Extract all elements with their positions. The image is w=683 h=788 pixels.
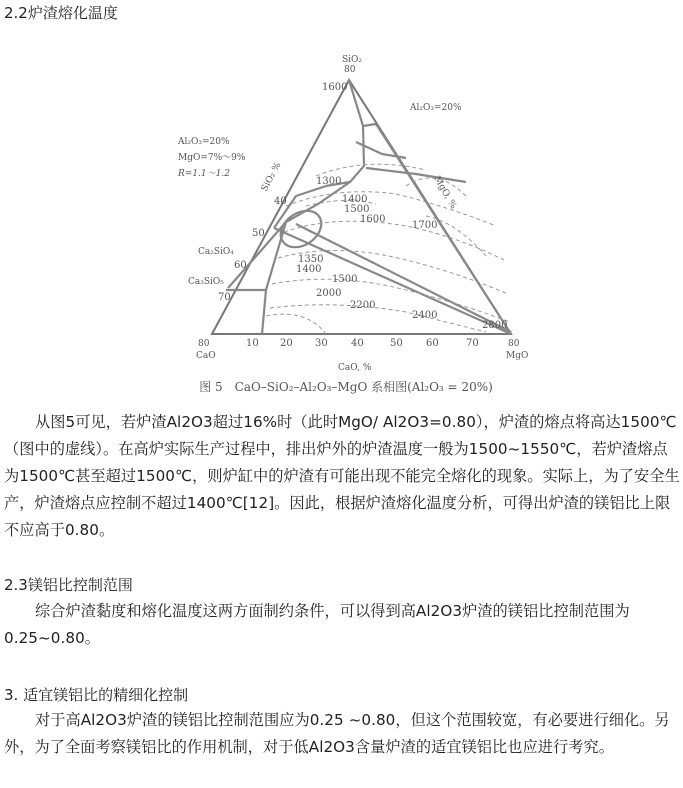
bottom-tick-20: 20 xyxy=(280,338,293,349)
section-2-3-heading: 2.3镁铝比控制范围 xyxy=(4,576,133,594)
bottom-ticks xyxy=(246,338,479,349)
isotherm-curves xyxy=(266,164,510,334)
bottom-tick-10: 10 xyxy=(246,338,259,349)
isotherm-1500: 1500 xyxy=(344,204,370,215)
section-3-heading: 3. 适宜镁铝比的精细化控制 xyxy=(4,686,189,704)
bottom-tick-60: 60 xyxy=(426,338,439,349)
isotherm-1400b: 1400 xyxy=(296,264,322,275)
isotherm-1300: 1300 xyxy=(316,176,342,187)
left-tick-60: 60 xyxy=(234,260,247,271)
bottom-tick-30: 30 xyxy=(315,338,328,349)
apex-right-value: 80 xyxy=(508,339,520,349)
melting-region-outline xyxy=(274,203,328,254)
isotherm-2800: 2800 xyxy=(482,320,508,331)
isotherm-1600-top: 1600 xyxy=(322,82,348,93)
left-tick-70: 70 xyxy=(218,292,231,303)
isotherm-2000: 2000 xyxy=(316,288,342,299)
left-tick-50: 50 xyxy=(252,228,265,239)
apex-right-label: MgO xyxy=(506,351,529,361)
bottom-tick-40: 40 xyxy=(351,338,364,349)
section-2-2-paragraph: 从图5可见，若炉渣Al2O3超过16%时（此时MgO/ Al2O3=0.80），炉渣的熔点将高达1500℃（图中的虚线）。在高炉实际生产过程中，排出炉外的炉渣温度一般为1500~1550℃，若炉渣熔点为1500℃甚至超过1500℃，则炉缸中的炉渣有可能出现不能完全熔化的现象。实际上，为了安全生产，炉渣熔点应控制不超过1400℃[12]。因此，根据炉渣熔化温度分析，可得出炉渣的镁铝比上限不应高于0.80。 xyxy=(4,413,680,539)
phase-ca3sio5: Ca₃SiO₅ xyxy=(188,277,224,287)
apex-left-value: 80 xyxy=(198,339,210,349)
figure-caption: 图 5 CaO–SiO₂–Al₂O₃–MgO 系相图(Al₂O₃ = 20%) xyxy=(199,380,493,394)
apex-left-label: CaO xyxy=(196,351,216,361)
condition-3: R=1.1～1.2 xyxy=(178,169,230,179)
left-axis-label: SiO₂ % xyxy=(259,160,284,194)
phase-ca2sio4: Ca₂SiO₄ xyxy=(198,247,234,257)
section-2-2-heading: 2.2炉渣熔化温度 xyxy=(4,4,118,22)
apex-top-value: 80 xyxy=(344,65,356,75)
isotherm-2200: 2200 xyxy=(350,300,376,311)
section-3-paragraph: 对于高Al2O3炉渣的镁铝比控制范围应为0.25 ~0.80，但这个范围较宽，有必要进行细化。另外，为了全面考察镁铝比的作用机制，对于低Al2O3含量炉渣的适宜镁铝比也应进行考究。 xyxy=(4,711,670,756)
right-axis-label: MgO, % xyxy=(431,174,459,211)
left-tick-40: 40 xyxy=(274,196,287,207)
bottom-tick-70: 70 xyxy=(466,338,479,349)
apex-top-label: SiO₂ xyxy=(342,55,363,65)
bottom-tick-50: 50 xyxy=(390,338,403,349)
isotherm-1400: 1400 xyxy=(342,194,368,205)
condition-1: Al₂O₃=20% xyxy=(178,137,230,147)
isotherm-1500b: 1500 xyxy=(332,274,358,285)
isotherm-2400: 2400 xyxy=(412,310,438,321)
isotherm-1700: 1700 xyxy=(412,220,438,231)
bottom-axis-label: CaO, % xyxy=(338,363,372,373)
isotherm-1350: 1350 xyxy=(298,254,324,265)
top-note: Al₂O₃=20% xyxy=(410,103,462,113)
phase-diagram-figure xyxy=(166,46,529,406)
condition-2: MgO=7%～9% xyxy=(178,153,246,163)
section-2-3-paragraph: 综合炉渣黏度和熔化温度这两方面制约条件，可以得到高Al2O3炉渣的镁铝比控制范围为0.25~0.80。 xyxy=(4,602,630,647)
isotherm-1600: 1600 xyxy=(360,214,386,225)
